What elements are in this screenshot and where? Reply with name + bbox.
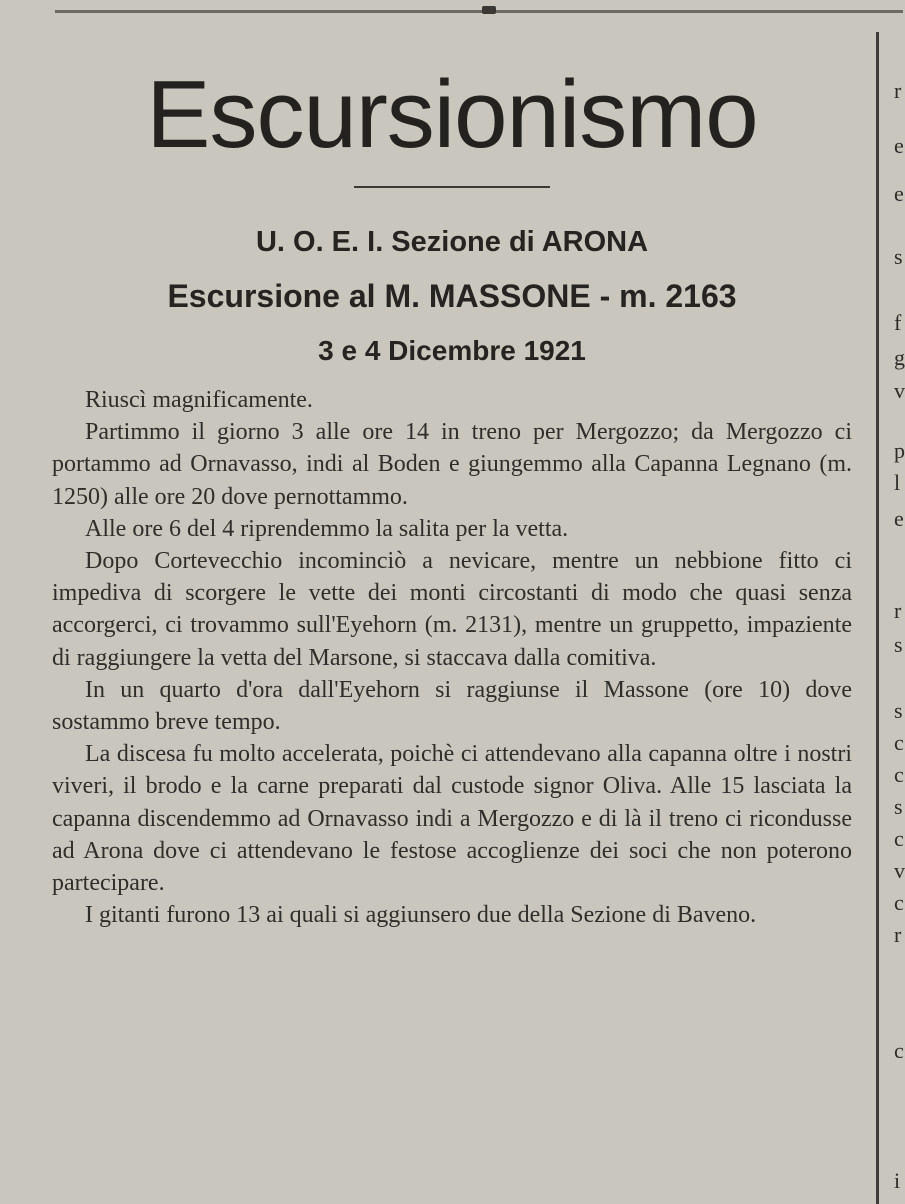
column-fragment-letter: l bbox=[894, 470, 901, 495]
top-border-rule bbox=[55, 10, 903, 13]
paragraph: Partimmo il giorno 3 alle ore 14 in treno per Mergozzo; da Mergozzo ci portammo ad Ornavasso, indi al Boden e giungemmo alla Capanna Legnano (m. 1250) alle ore 20 dove pernottammo. bbox=[52, 419, 852, 510]
date-heading: 3 e 4 Dicembre 1921 bbox=[318, 335, 586, 366]
column-fragment-letter: r bbox=[894, 598, 902, 623]
column-fragment-letter: r bbox=[894, 78, 902, 103]
column-fragment-letter: e bbox=[894, 506, 904, 531]
article-body bbox=[52, 384, 852, 931]
column-fragment-letter: s bbox=[894, 632, 903, 657]
column-fragment-letter: e bbox=[894, 181, 904, 206]
column-fragment-letter: s bbox=[894, 698, 903, 723]
column-fragment-letter: p bbox=[894, 438, 905, 463]
column-fragment-letter: c bbox=[894, 890, 904, 915]
column-fragment-letter: r bbox=[894, 922, 902, 947]
paragraph: In un quarto d'ora dall'Eyehorn si raggiunse il Massone (ore 10) dove sostammo breve tempo. bbox=[52, 676, 852, 736]
article bbox=[52, 60, 852, 931]
column-fragment-letter: c bbox=[894, 1038, 904, 1063]
column-fragment-letter: f bbox=[894, 310, 902, 335]
top-rule-ornament bbox=[482, 6, 496, 14]
column-fragment-letter: g bbox=[894, 345, 905, 370]
excursion-heading: Escursione al M. MASSONE - m. 2163 bbox=[167, 278, 737, 314]
column-fragment-letter: c bbox=[894, 762, 904, 787]
section-title: Escursionismo bbox=[146, 61, 758, 168]
column-fragment-letter: s bbox=[894, 244, 903, 269]
column-fragment-letter: i bbox=[894, 1168, 901, 1193]
adjacent-column-fragment bbox=[890, 40, 903, 1200]
organization-heading: U. O. E. I. Sezione di ARONA bbox=[255, 226, 649, 258]
paragraph: I gitanti furono 13 ai quali si aggiunsero due della Sezione di Baveno. bbox=[85, 902, 757, 929]
column-fragment-letter: c bbox=[894, 826, 904, 851]
paragraph: Dopo Cortevecchio incominciò a nevicare, mentre un nebbione fitto ci impediva di scorgere le vette dei monti circostanti di modo che quasi senza accorgerci, ci trovammo sull'Eyehorn (m. 2131), mentre un gruppetto, impaziente di raggiungere la vetta del Marsone, si staccava dalla comitiva. bbox=[52, 548, 852, 671]
column-divider bbox=[876, 32, 879, 1204]
paragraph: Riuscì magnificamente. bbox=[85, 387, 313, 413]
paragraph: Alle ore 6 del 4 riprendemmo la salita per la vetta. bbox=[85, 515, 569, 542]
column-fragment-letter: v bbox=[894, 378, 905, 403]
column-fragment-letter: c bbox=[894, 730, 904, 755]
column-fragment-letter: s bbox=[894, 794, 903, 819]
title-divider bbox=[354, 186, 550, 188]
paragraph: La discesa fu molto accelerata, poichè ci attendevano alla capanna oltre i nostri viveri, il brodo e la carne preparati dal custode signor Oliva. Alle 15 lasciata la capanna discendemmo ad Ornavasso indi a Mergozzo e di là il treno ci ricondusse ad Arona dove ci attendevano le festose accoglienze dei soci che non poterono partecipare. bbox=[52, 741, 852, 897]
column-fragment-letter: v bbox=[894, 858, 905, 883]
column-fragment-letter: e bbox=[894, 133, 904, 158]
